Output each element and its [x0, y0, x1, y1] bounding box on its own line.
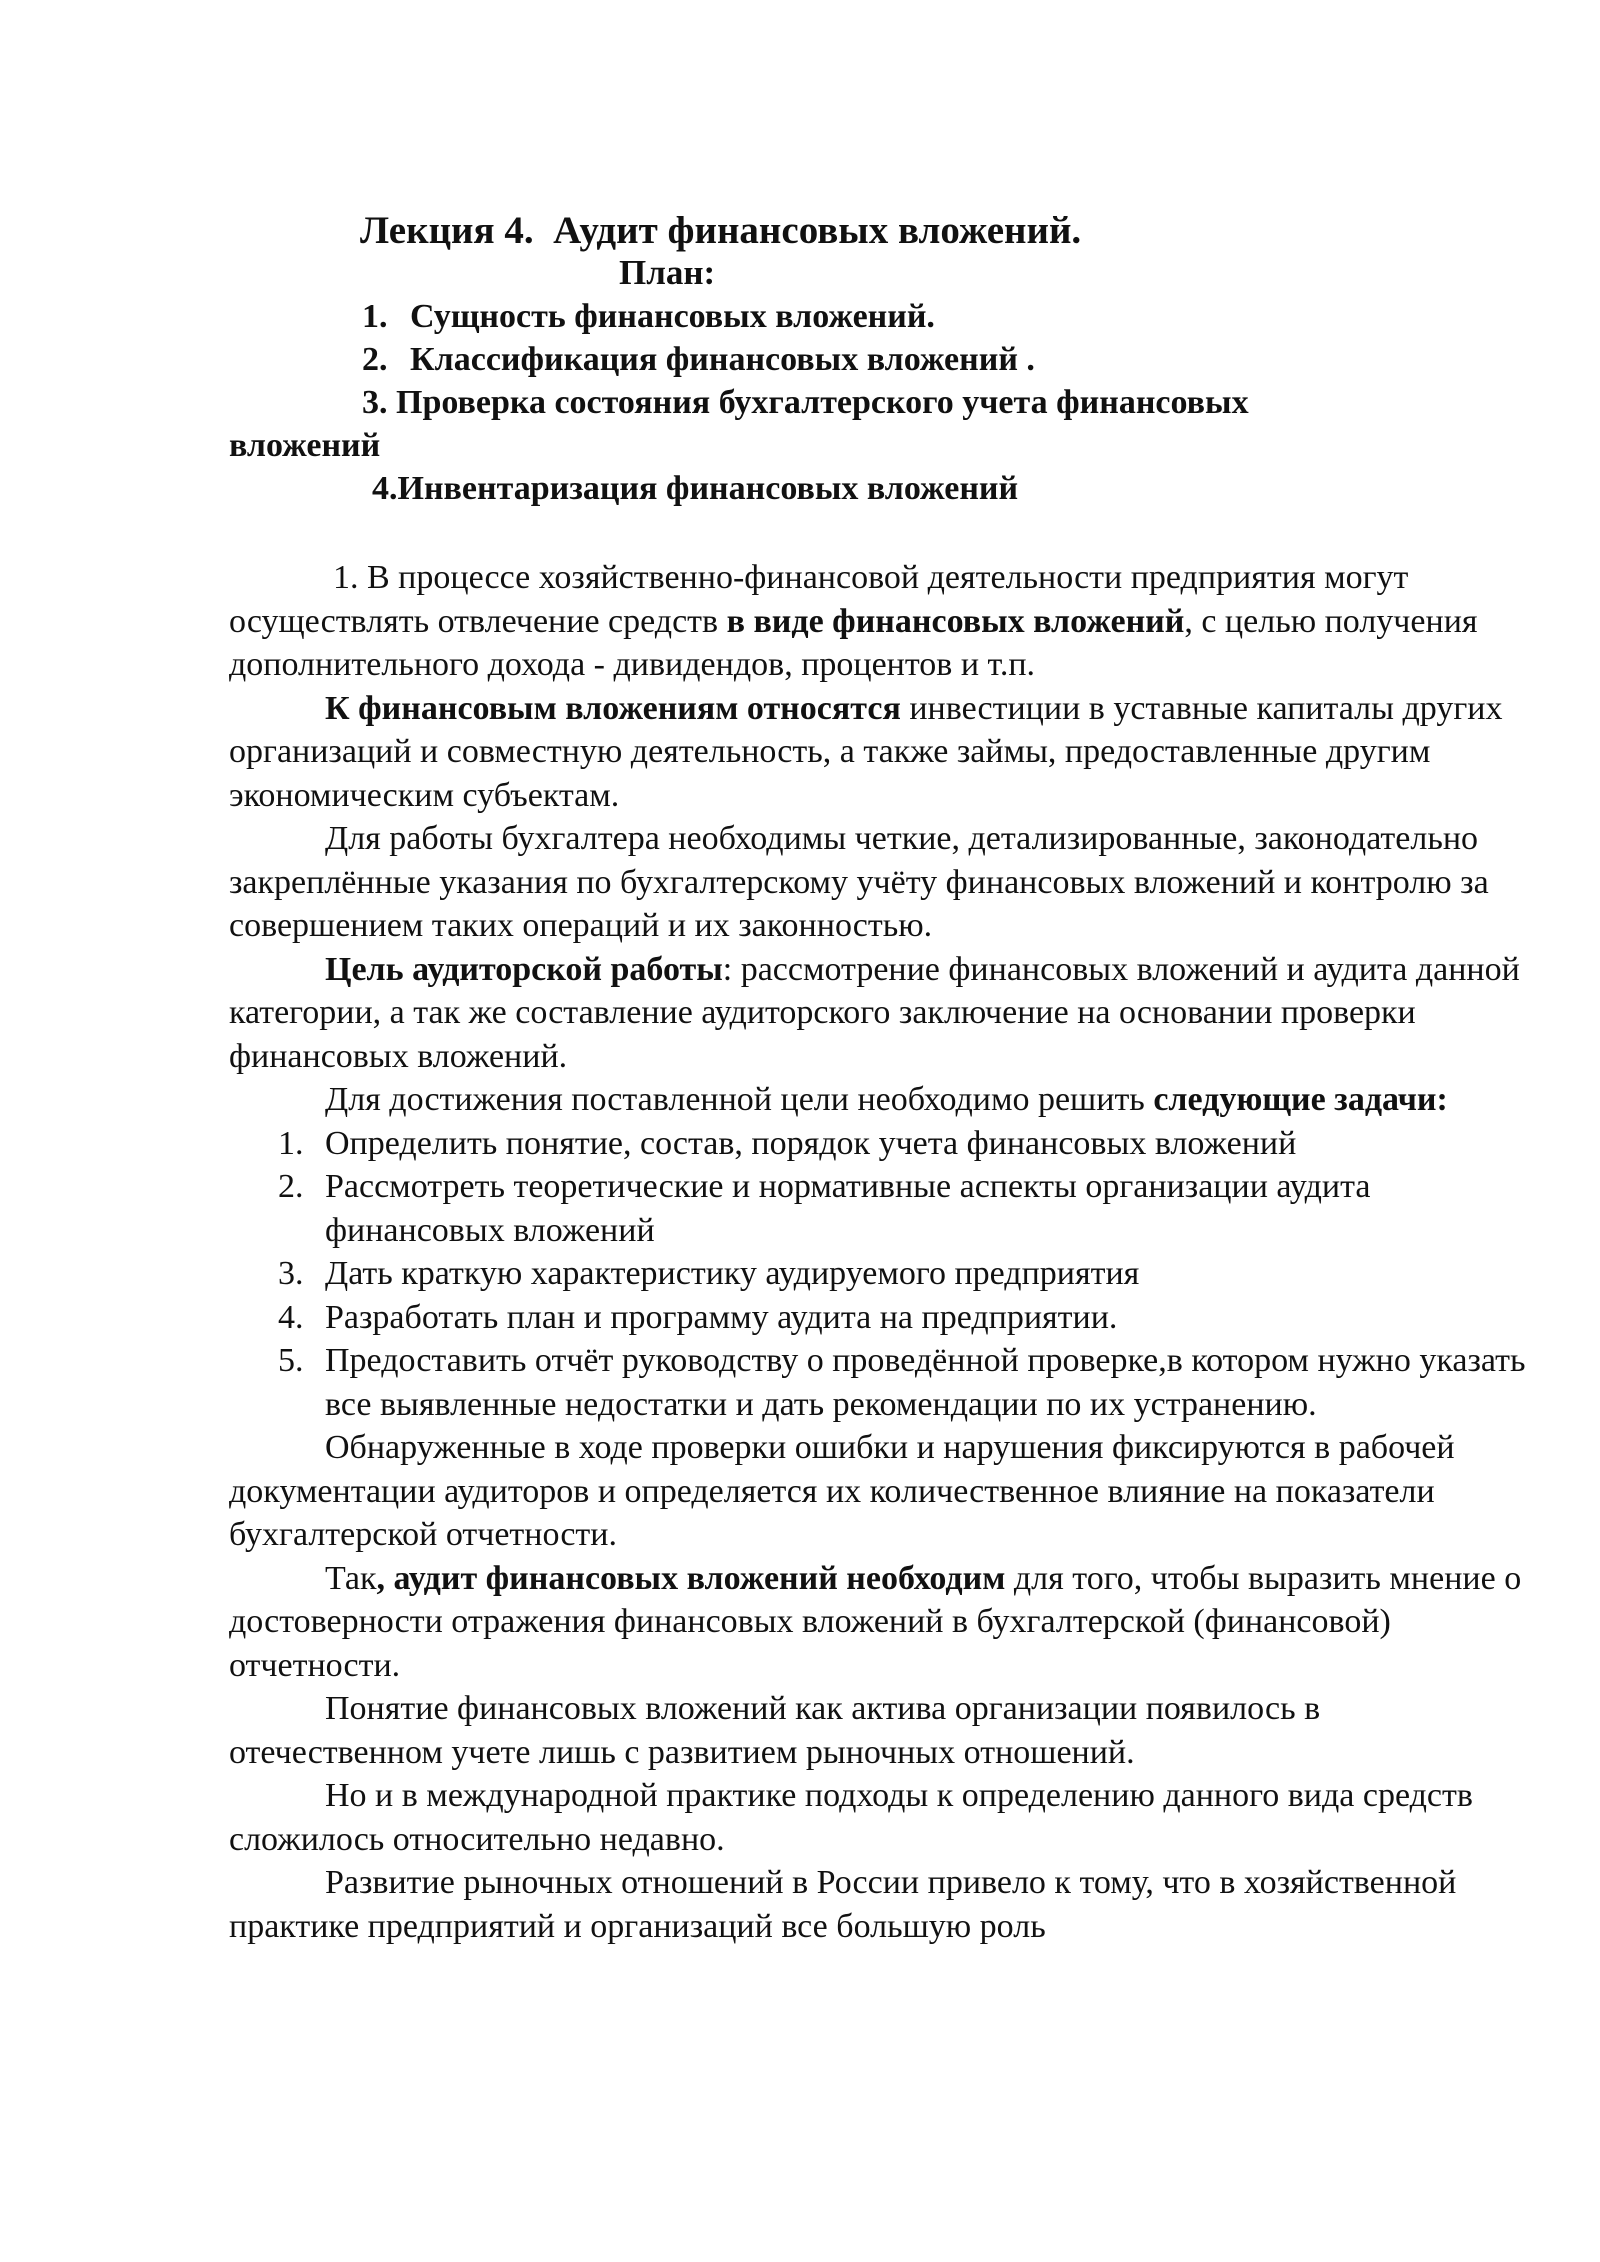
paragraph-text: для того, чтобы выразить мнение о достоверности отражения финансовых вложений в бухгалтерской (финансовой) отчетности. [229, 1559, 1522, 1684]
lecture-title [360, 208, 1081, 253]
paragraph-10: Развитие рыночных отношений в России привело к тому, что в хозяйственной практике предприятий и организаций все большую роль [229, 1864, 1457, 1945]
paragraph-4 [229, 948, 1529, 1079]
task-item-4 [229, 1296, 1529, 1340]
plan-item-4 [372, 470, 1018, 508]
paragraph-2 [229, 687, 1529, 818]
plan-item-number: 4. [372, 470, 398, 507]
paragraph-bold-text: в виде финансовых вложений [726, 602, 1185, 640]
lecture-topic: Аудит финансовых вложений. [553, 209, 1082, 252]
task-item-3 [229, 1252, 1529, 1296]
document-body [229, 556, 1529, 1948]
paragraph-text: : рассмотрение финансовых вложений и аудита данной категории, а так же составление аудиторского заключение на основании проверки финансовых вложений. [229, 950, 1520, 1075]
paragraph-7 [229, 1557, 1529, 1688]
task-number: 2. [278, 1168, 304, 1205]
plan-item-number: 2. [362, 341, 388, 378]
task-text: Рассмотреть теоретические и нормативные аспекты организации аудита финансовых вложений [325, 1168, 1371, 1249]
task-item-2 [229, 1165, 1529, 1252]
paragraph-text: Для достижения поставленной цели необходимо решить [325, 1081, 1154, 1118]
tasks-list [229, 1122, 1529, 1427]
paragraph-text: Так [325, 1559, 377, 1597]
plan-heading: План: [619, 253, 716, 292]
task-number: 3. [278, 1255, 304, 1292]
lecture-number: Лекция 4. [360, 209, 534, 252]
task-number: 5. [278, 1342, 304, 1379]
paragraph-text: , с целью получения дополнительного дохода - дивидендов, процентов и т.п. [229, 602, 1478, 683]
task-text: Предоставить отчёт руководству о проведённой проверке,в котором нужно указать все выявленные недостатки и дать рекомендации по их устранению. [325, 1342, 1526, 1423]
plan-item-text: Сущность финансовых вложений. [410, 298, 935, 335]
plan-item-number: 1. [362, 298, 388, 335]
paragraph-bold-text: , аудит финансовых вложений необходим [376, 1559, 1006, 1597]
paragraph-text: инвестиции в уставные капиталы других организаций и совместную деятельность, а также займы, предоставленные другим экономическим субъектам. [229, 689, 1503, 814]
plan-item-3 [362, 384, 1249, 422]
task-text: Дать краткую характеристику аудируемого предприятия [325, 1255, 1140, 1292]
paragraph-9: Но и в международной практике подходы к определению данного вида средств сложилось относительно недавно. [229, 1777, 1473, 1858]
task-number: 1. [278, 1124, 304, 1162]
plan-item-text: Классификация финансовых вложений . [410, 341, 1035, 378]
task-text: Определить понятие, состав, порядок учета финансовых вложений [325, 1124, 1297, 1162]
paragraph-bold-text: следующие задачи: [1153, 1081, 1448, 1118]
plan-item-1 [362, 298, 935, 336]
plan-item-text: Проверка состояния бухгалтерского учета финансовых [396, 384, 1249, 421]
plan-item-number: 3. [362, 384, 388, 421]
plan-item-3-continuation: вложений [229, 427, 381, 464]
paragraph-bold-text: К финансовым вложениям относятся [325, 689, 901, 727]
plan-item-2 [362, 341, 1035, 379]
paragraph-8: Понятие финансовых вложений как актива организации появилось в отечественном учете лишь с развитием рыночных отношений. [229, 1690, 1321, 1771]
paragraph-5 [229, 1078, 1529, 1122]
paragraph-3: Для работы бухгалтера необходимы четкие, детализированные, законодательно закреплённые указания по бухгалтерскому учёту финансовых вложений и контролю за совершением таких операций и их законностью. [229, 820, 1489, 944]
task-item-5 [229, 1339, 1529, 1426]
task-text: Разработать план и программу аудита на предприятии. [325, 1298, 1118, 1336]
plan-item-text: Инвентаризация финансовых вложений [397, 470, 1019, 507]
paragraph-1 [229, 556, 1529, 687]
paragraph-bold-text: Цель аудиторской работы [325, 950, 723, 988]
task-number: 4. [278, 1298, 304, 1336]
paragraph-text: 1. В процессе хозяйственно-финансовой деятельности предприятия могут осуществлять отвлечение средств [229, 559, 1409, 640]
task-item-1 [229, 1122, 1529, 1166]
paragraph-6: Обнаруженные в ходе проверки ошибки и нарушения фиксируются в рабочей документации аудиторов и определяется их количественное влияние на показатели бухгалтерской отчетности. [229, 1429, 1455, 1553]
